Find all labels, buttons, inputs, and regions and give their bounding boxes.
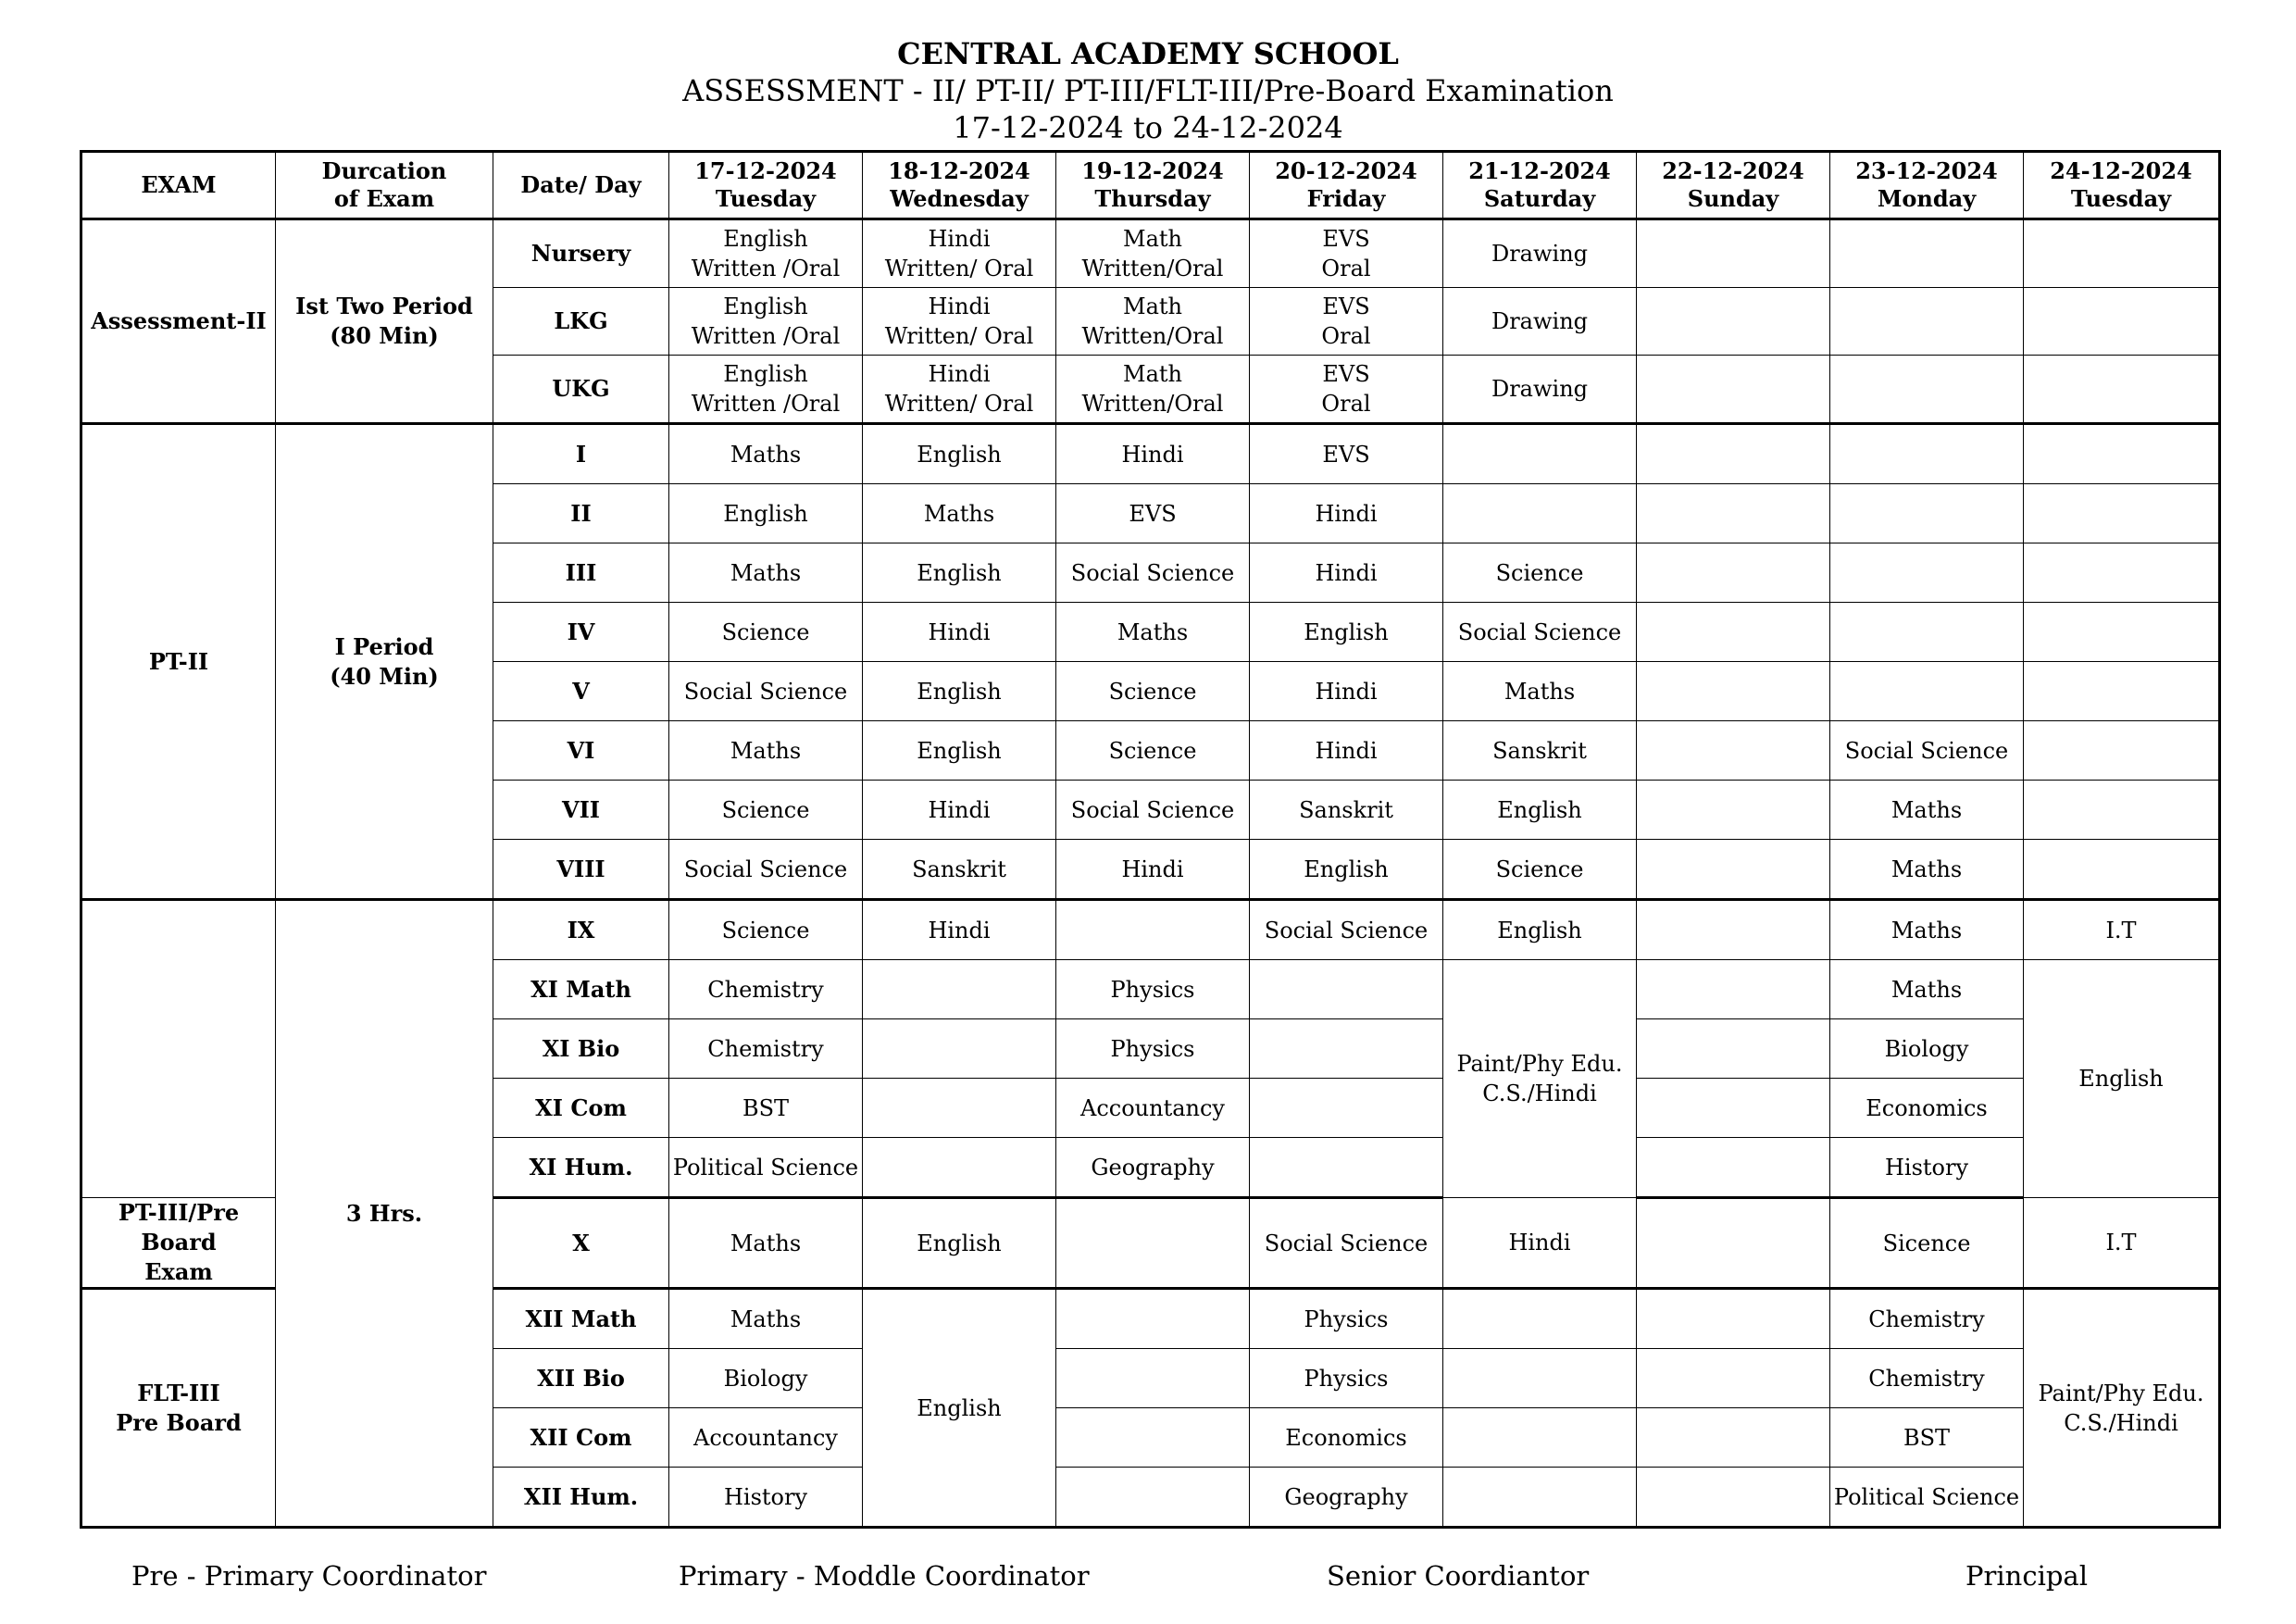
duration-cell xyxy=(276,219,493,424)
schedule-cell xyxy=(1637,1138,1830,1198)
schedule-cell xyxy=(1056,900,1250,960)
cell-line: EVS xyxy=(1322,226,1370,252)
schedule-cell: English xyxy=(863,424,1056,484)
cell-line: Written/ Oral xyxy=(884,256,1034,281)
duration-cell xyxy=(276,424,493,900)
schedule-cell xyxy=(1250,960,1443,1019)
schedule-cell: English xyxy=(669,484,863,543)
schedule-cell xyxy=(1830,603,2024,662)
schedule-cell: Science xyxy=(1443,840,1637,900)
schedule-cell: I.T xyxy=(2024,1198,2220,1289)
class-cell: XII Math xyxy=(493,1289,669,1349)
exam-name-cell xyxy=(81,900,276,1198)
schedule-cell xyxy=(1250,288,1443,356)
date-header xyxy=(669,152,863,219)
schedule-cell: Maths xyxy=(1443,662,1637,721)
cell-line: Written/ Oral xyxy=(884,391,1034,417)
class-cell: VIII xyxy=(493,840,669,900)
schedule-cell xyxy=(1637,288,1830,356)
schedule-cell xyxy=(1637,721,1830,781)
schedule-cell: English xyxy=(1443,900,1637,960)
date-range: 17-12-2024 to 24-12-2024 xyxy=(953,110,1343,145)
schedule-cell: Maths xyxy=(1830,960,2024,1019)
schedule-cell: Science xyxy=(1056,721,1250,781)
cell-line: Written/Oral xyxy=(1081,391,1224,417)
schedule-cell: Chemistry xyxy=(669,960,863,1019)
schedule-cell xyxy=(669,288,863,356)
day: Thursday xyxy=(1094,185,1211,212)
class-cell: LKG xyxy=(493,288,669,356)
schedule-cell: Hindi xyxy=(1443,1198,1637,1289)
day: Tuesday xyxy=(2070,185,2172,212)
schedule-cell: Geography xyxy=(1250,1468,1443,1528)
class-cell: IX xyxy=(493,900,669,960)
signature-pre-primary: Pre - Primary Coordinator xyxy=(131,1560,487,1592)
schedule-cell xyxy=(1637,356,1830,424)
signature-primary-middle: Primary - Moddle Coordinator xyxy=(679,1560,1090,1592)
schedule-body xyxy=(81,219,2220,1528)
schedule-cell xyxy=(1443,1289,1637,1349)
cell-line: Written /Oral xyxy=(691,323,841,349)
schedule-cell: Biology xyxy=(669,1349,863,1408)
schedule-cell: Chemistry xyxy=(669,1019,863,1079)
cell-line: Written/Oral xyxy=(1081,323,1224,349)
schedule-cell xyxy=(2024,1289,2220,1528)
date-header xyxy=(863,152,1056,219)
schedule-cell xyxy=(1637,960,1830,1019)
schedule-cell xyxy=(863,1019,1056,1079)
schedule-cell xyxy=(1637,1289,1830,1349)
exam-name-cell: PT-II xyxy=(81,424,276,900)
cell-line: Paint/Phy Edu. xyxy=(2038,1380,2204,1406)
schedule-cell: Hindi xyxy=(1250,721,1443,781)
school-name: CENTRAL ACADEMY SCHOOL xyxy=(897,36,1399,71)
schedule-cell xyxy=(1443,1349,1637,1408)
cell-line: C.S./Hindi xyxy=(2064,1409,2178,1436)
schedule-cell: Biology xyxy=(1830,1019,2024,1079)
date: 19-12-2024 xyxy=(1081,157,1224,184)
schedule-cell xyxy=(863,1138,1056,1198)
schedule-cell: English xyxy=(863,662,1056,721)
schedule-cell: Maths xyxy=(669,1198,863,1289)
class-cell: XII Com xyxy=(493,1408,669,1468)
schedule-cell xyxy=(1830,484,2024,543)
duration-cell: 3 Hrs. xyxy=(276,900,493,1528)
schedule-cell xyxy=(1830,288,2024,356)
schedule-cell xyxy=(1830,543,2024,603)
schedule-cell: Accountancy xyxy=(1056,1079,1250,1138)
schedule-cell: Economics xyxy=(1250,1408,1443,1468)
col-duration-header xyxy=(276,152,493,219)
class-cell: XI Math xyxy=(493,960,669,1019)
schedule-cell: Hindi xyxy=(1056,424,1250,484)
schedule-cell xyxy=(2024,662,2220,721)
schedule-cell: Science xyxy=(1056,662,1250,721)
date: 21-12-2024 xyxy=(1468,157,1611,184)
schedule-cell: Physics xyxy=(1250,1349,1443,1408)
col-exam-header: EXAM xyxy=(81,152,276,219)
schedule-cell xyxy=(1056,219,1250,288)
schedule-cell xyxy=(1056,1468,1250,1528)
date: 24-12-2024 xyxy=(2050,157,2192,184)
schedule-cell xyxy=(1637,424,1830,484)
schedule-cell xyxy=(1637,900,1830,960)
date-header xyxy=(1637,152,1830,219)
schedule-cell: I.T xyxy=(2024,900,2220,960)
schedule-cell xyxy=(1443,1468,1637,1528)
date-header xyxy=(1056,152,1250,219)
cell-line: Paint/Phy Edu. xyxy=(1456,1051,1623,1077)
schedule-cell: Hindi xyxy=(1056,840,1250,900)
class-cell: X xyxy=(493,1198,669,1289)
cell-line: Oral xyxy=(1321,256,1371,281)
schedule-cell xyxy=(2024,288,2220,356)
schedule-cell: Physics xyxy=(1056,960,1250,1019)
date: 23-12-2024 xyxy=(1855,157,1998,184)
exam-title: ASSESSMENT - II/ PT-II/ PT-III/FLT-III/Pre-Board Examination xyxy=(682,73,1614,108)
date: 20-12-2024 xyxy=(1275,157,1417,184)
schedule-cell: Geography xyxy=(1056,1138,1250,1198)
cell-line: Oral xyxy=(1321,323,1371,349)
class-cell: Nursery xyxy=(493,219,669,288)
schedule-cell xyxy=(1056,1289,1250,1349)
schedule-cell: Maths xyxy=(1056,603,1250,662)
cell-line: PT-III/Pre Board xyxy=(118,1199,240,1255)
schedule-cell xyxy=(2024,356,2220,424)
schedule-cell: Hindi xyxy=(1250,662,1443,721)
schedule-cell xyxy=(1830,219,2024,288)
schedule-cell: BST xyxy=(1830,1408,2024,1468)
schedule-cell: Maths xyxy=(1830,900,2024,960)
date: 22-12-2024 xyxy=(1662,157,1804,184)
schedule-cell xyxy=(1637,781,1830,840)
date-header xyxy=(2024,152,2220,219)
exam-schedule-table xyxy=(80,150,2221,1529)
schedule-cell: Maths xyxy=(669,543,863,603)
schedule-cell: Sanskrit xyxy=(863,840,1056,900)
schedule-cell xyxy=(1056,1408,1250,1468)
date-header xyxy=(1443,152,1637,219)
col-dateday-header: Date/ Day xyxy=(493,152,669,219)
schedule-cell: Chemistry xyxy=(1830,1349,2024,1408)
schedule-cell: Social Science xyxy=(1250,900,1443,960)
schedule-cell: Hindi xyxy=(1250,484,1443,543)
schedule-cell xyxy=(1443,219,1637,288)
schedule-cell: English xyxy=(1250,603,1443,662)
schedule-cell: Economics xyxy=(1830,1079,2024,1138)
schedule-cell xyxy=(1637,543,1830,603)
schedule-cell: Social Science xyxy=(1443,603,1637,662)
signature-senior: Senior Coordiantor xyxy=(1327,1560,1590,1592)
schedule-cell xyxy=(863,960,1056,1019)
schedule-cell: Social Science xyxy=(1056,543,1250,603)
schedule-cell: Sicence xyxy=(1830,1198,2024,1289)
cell-line: Written /Oral xyxy=(691,391,841,417)
day: Saturday xyxy=(1483,185,1596,212)
schedule-cell xyxy=(1056,356,1250,424)
schedule-cell: Social Science xyxy=(1250,1198,1443,1289)
schedule-cell xyxy=(1637,1079,1830,1138)
class-cell: XII Bio xyxy=(493,1349,669,1408)
schedule-cell xyxy=(1250,1138,1443,1198)
schedule-cell xyxy=(863,356,1056,424)
schedule-cell: History xyxy=(1830,1138,2024,1198)
schedule-cell xyxy=(669,356,863,424)
schedule-cell: English xyxy=(863,721,1056,781)
schedule-cell: Hindi xyxy=(1250,543,1443,603)
schedule-cell: Science xyxy=(669,603,863,662)
cell-line: English xyxy=(723,226,808,252)
schedule-cell xyxy=(2024,484,2220,543)
schedule-cell: English xyxy=(863,1289,1056,1528)
cell-line: (40 Min) xyxy=(330,662,439,690)
schedule-cell: EVS xyxy=(1250,424,1443,484)
schedule-cell: English xyxy=(863,1198,1056,1289)
cell-line: (80 Min) xyxy=(330,322,439,349)
schedule-cell: Social Science xyxy=(1056,781,1250,840)
table-row xyxy=(81,424,2220,484)
cell-line: Written /Oral xyxy=(691,256,841,281)
schedule-cell xyxy=(2024,781,2220,840)
cell-line: Drawing xyxy=(1491,241,1589,267)
class-cell: III xyxy=(493,543,669,603)
cell-line: Drawing xyxy=(1491,376,1589,402)
table-row xyxy=(81,219,2220,288)
class-cell: XI Hum. xyxy=(493,1138,669,1198)
schedule-cell: Social Science xyxy=(669,662,863,721)
cell-line: Drawing xyxy=(1491,308,1589,334)
schedule-cell: Science xyxy=(669,900,863,960)
schedule-cell xyxy=(1637,1198,1830,1289)
date: 18-12-2024 xyxy=(888,157,1030,184)
date: 17-12-2024 xyxy=(694,157,837,184)
schedule-cell xyxy=(2024,603,2220,662)
schedule-cell xyxy=(1637,1408,1830,1468)
schedule-cell: Political Science xyxy=(1830,1468,2024,1528)
schedule-cell: Maths xyxy=(1830,840,2024,900)
class-cell: VI xyxy=(493,721,669,781)
day: Monday xyxy=(1877,185,1977,212)
cell-line: Written/ Oral xyxy=(884,323,1034,349)
schedule-cell: Accountancy xyxy=(669,1408,863,1468)
exam-name-cell xyxy=(81,1198,276,1289)
schedule-cell xyxy=(1637,662,1830,721)
schedule-cell xyxy=(1250,1079,1443,1138)
schedule-cell: Physics xyxy=(1056,1019,1250,1079)
date-header xyxy=(1830,152,2024,219)
schedule-cell xyxy=(1056,288,1250,356)
header-row xyxy=(81,152,2220,219)
cell-line: Hindi xyxy=(928,361,991,387)
schedule-cell: Political Science xyxy=(669,1138,863,1198)
cell-line: Written/Oral xyxy=(1081,256,1224,281)
day: Friday xyxy=(1306,185,1386,212)
cell-line: FLT-III xyxy=(137,1379,220,1406)
schedule-cell: English xyxy=(863,543,1056,603)
schedule-cell xyxy=(1443,484,1637,543)
schedule-cell xyxy=(1637,1019,1830,1079)
schedule-cell xyxy=(1443,356,1637,424)
schedule-cell: Social Science xyxy=(669,840,863,900)
schedule-cell: English xyxy=(2024,960,2220,1198)
schedule-cell: Maths xyxy=(669,1289,863,1349)
class-cell: UKG xyxy=(493,356,669,424)
cell-line: Oral xyxy=(1321,391,1371,417)
schedule-cell xyxy=(1443,288,1637,356)
schedule-cell: Science xyxy=(1443,543,1637,603)
schedule-cell xyxy=(1443,1408,1637,1468)
schedule-cell xyxy=(1443,424,1637,484)
schedule-cell: English xyxy=(1443,781,1637,840)
class-cell: IV xyxy=(493,603,669,662)
class-cell: XI Bio xyxy=(493,1019,669,1079)
schedule-cell: Maths xyxy=(1830,781,2024,840)
schedule-cell xyxy=(1830,662,2024,721)
class-cell: VII xyxy=(493,781,669,840)
cell-line: Pre Board xyxy=(116,1408,242,1436)
schedule-cell: Hindi xyxy=(863,603,1056,662)
cell-line: Math xyxy=(1123,361,1182,387)
schedule-cell xyxy=(1250,219,1443,288)
schedule-cell: Chemistry xyxy=(1830,1289,2024,1349)
exam-name-cell: Assessment-II xyxy=(81,219,276,424)
schedule-cell xyxy=(1830,356,2024,424)
class-cell: I xyxy=(493,424,669,484)
schedule-cell: Hindi xyxy=(863,781,1056,840)
day: Tuesday xyxy=(715,185,817,212)
schedule-cell xyxy=(1056,1349,1250,1408)
schedule-cell xyxy=(2024,721,2220,781)
cell-line: EVS xyxy=(1322,361,1370,387)
day: Sunday xyxy=(1687,185,1779,212)
schedule-cell: BST xyxy=(669,1079,863,1138)
schedule-cell xyxy=(2024,424,2220,484)
cell-line: I Period xyxy=(334,632,434,660)
cell-line: Ist Two Period xyxy=(295,293,473,319)
schedule-cell xyxy=(1637,219,1830,288)
class-cell: XI Com xyxy=(493,1079,669,1138)
schedule-cell: Hindi xyxy=(863,900,1056,960)
schedule-cell: Maths xyxy=(863,484,1056,543)
day: Wednesday xyxy=(890,185,1029,212)
schedule-cell: EVS xyxy=(1056,484,1250,543)
schedule-cell xyxy=(1056,1198,1250,1289)
schedule-cell xyxy=(1830,424,2024,484)
schedule-cell: Sanskrit xyxy=(1443,721,1637,781)
duration-header-line: of Exam xyxy=(333,185,435,212)
date-header xyxy=(1250,152,1443,219)
page-header xyxy=(0,35,2296,146)
schedule-cell xyxy=(1443,960,1637,1198)
schedule-cell xyxy=(1637,1468,1830,1528)
schedule-cell xyxy=(863,288,1056,356)
schedule-cell xyxy=(2024,840,2220,900)
schedule-cell xyxy=(1637,1349,1830,1408)
schedule-cell: History xyxy=(669,1468,863,1528)
schedule-cell: Physics xyxy=(1250,1289,1443,1349)
schedule-cell xyxy=(1250,356,1443,424)
schedule-cell xyxy=(2024,219,2220,288)
class-cell: II xyxy=(493,484,669,543)
cell-line: EVS xyxy=(1322,294,1370,319)
cell-line: English xyxy=(723,361,808,387)
exam-name-cell xyxy=(81,1289,276,1528)
schedule-cell xyxy=(669,219,863,288)
cell-line: English xyxy=(723,294,808,319)
cell-line: Hindi xyxy=(928,294,991,319)
cell-line: Math xyxy=(1123,294,1182,319)
schedule-cell xyxy=(2024,543,2220,603)
schedule-cell xyxy=(1637,484,1830,543)
cell-line: Math xyxy=(1123,226,1182,252)
duration-header-line: Durcation xyxy=(321,157,447,184)
schedule-cell: Maths xyxy=(669,721,863,781)
schedule-cell xyxy=(1637,603,1830,662)
schedule-cell xyxy=(1637,840,1830,900)
schedule-cell xyxy=(1250,1019,1443,1079)
class-cell: V xyxy=(493,662,669,721)
schedule-cell: Maths xyxy=(669,424,863,484)
schedule-cell xyxy=(863,1079,1056,1138)
schedule-cell: English xyxy=(1250,840,1443,900)
cell-line: Hindi xyxy=(928,226,991,252)
class-cell: XII Hum. xyxy=(493,1468,669,1528)
schedule-cell: Sanskrit xyxy=(1250,781,1443,840)
table-row xyxy=(81,900,2220,960)
cell-line: C.S./Hindi xyxy=(1482,1081,1597,1106)
cell-line: Exam xyxy=(144,1258,213,1285)
schedule-cell xyxy=(863,219,1056,288)
signature-principal: Principal xyxy=(1965,1560,2088,1592)
schedule-cell: Science xyxy=(669,781,863,840)
schedule-cell: Social Science xyxy=(1830,721,2024,781)
